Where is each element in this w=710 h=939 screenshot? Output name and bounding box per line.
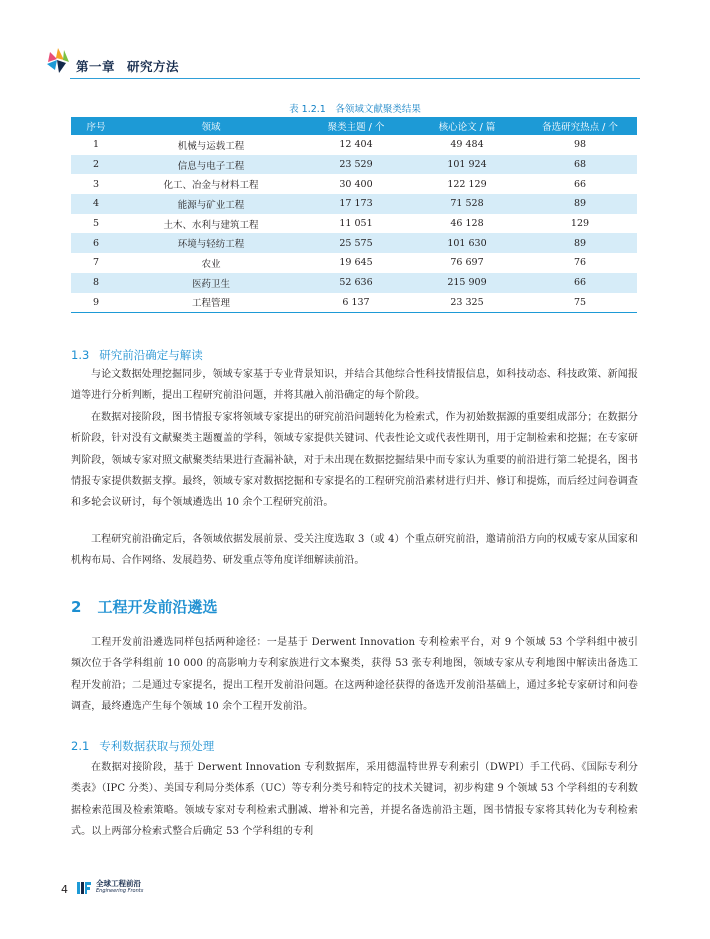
section-2-heading bbox=[71, 596, 217, 617]
table-row bbox=[71, 233, 637, 253]
cell-candidate-hotspots: 76 bbox=[573, 257, 587, 269]
table-row bbox=[71, 155, 637, 175]
cell-index: 9 bbox=[71, 293, 121, 313]
body-paragraph: 在数据对接阶段，图书情报专家将领域专家提出的研究前沿问题转化为检索式，作为初始数据源的重要组成部分；在数据分析阶段，针对没有文献聚类主题覆盖的学科，领域专家提供关键词、代表性论文或代表性期刊，用于定制检索和挖掘；在专家研判阶段，领域专家对照文献聚类结果进行查漏补缺，对于未出现在数据挖掘结果中而专家认为重要的前沿进行第二轮提名，图书情报专家提供数据支撑。最终，领域专家对数据挖掘和专家提名的工程研究前沿素材进行归并、修订和提炼，而后经过问卷调查和多轮会议研讨，每个领域遴选出 10 余个工程研究前沿。 bbox=[71, 412, 638, 509]
table-caption: 表 1.2.1 各领域文献聚类结果 bbox=[289, 104, 421, 115]
cell-core-papers: 122 129 bbox=[447, 178, 487, 190]
cell-field: 能源与矿业工程 bbox=[121, 194, 301, 214]
cell-index: 6 bbox=[71, 233, 121, 253]
cell-field: 土木、水利与建筑工程 bbox=[163, 219, 259, 231]
section-title: 专利数据获取与预处理 bbox=[99, 739, 215, 753]
cell-index: 7 bbox=[92, 257, 100, 269]
chapter-logo-icon bbox=[44, 46, 70, 76]
cell-field: 医药卫生 bbox=[121, 273, 301, 293]
cell-core-papers: 101 924 bbox=[411, 155, 523, 175]
column-header-field: 领域 bbox=[121, 117, 301, 135]
cell-candidate-hotspots: 75 bbox=[523, 293, 637, 313]
chapter-label: 第一章 bbox=[76, 59, 116, 74]
cell-field: 信息与电子工程 bbox=[121, 155, 301, 175]
cell-candidate-hotspots: 68 bbox=[523, 155, 637, 175]
section-2-1-heading bbox=[71, 738, 214, 754]
brand-name-en: Engineering Fronts bbox=[96, 887, 144, 894]
section-1-3-heading bbox=[71, 347, 203, 363]
section-number: 2.1 bbox=[71, 739, 90, 753]
cell-field: 机械与运载工程 bbox=[177, 140, 245, 152]
column-header-core-papers: 核心论文 / 篇 bbox=[411, 117, 523, 135]
cell-core-papers: 76 697 bbox=[450, 257, 484, 269]
cell-candidate-hotspots: 89 bbox=[523, 233, 637, 253]
table-row bbox=[71, 214, 637, 234]
section-number: 1.3 bbox=[71, 348, 90, 362]
table-header-row bbox=[71, 117, 637, 135]
body-paragraph: 工程开发前沿遴选同样包括两种途径：一是基于 Derwent Innovation 专利检索平台，对 9 个领域 53 个学科组中被引频次位于各学科组前 10 000 的高影响力专利家族进行文本聚类，获得 53 张专利地图，领域专家从专利地图中解读出备选工程开发前沿；二是通过专家提名，提出工程开发前沿问题。在这两种途径获得的备选开发前沿基础上，通过多轮专家研讨和问卷调查，最终遴选产生每个领域 10 余个工程开发前沿。 bbox=[71, 637, 638, 712]
cell-cluster-topics: 52 636 bbox=[301, 273, 411, 293]
cell-field: 工程管理 bbox=[121, 293, 301, 313]
cell-cluster-topics: 11 051 bbox=[339, 218, 373, 230]
cell-candidate-hotspots: 98 bbox=[573, 139, 587, 151]
table-row bbox=[71, 273, 637, 293]
cluster-results-table bbox=[71, 117, 637, 313]
cell-core-papers: 46 128 bbox=[450, 218, 484, 230]
chapter-title bbox=[76, 57, 179, 75]
brand-logo-icon bbox=[76, 880, 92, 896]
header-rule bbox=[70, 78, 640, 79]
cell-index: 1 bbox=[92, 139, 100, 151]
table-row bbox=[71, 253, 637, 273]
cell-index: 5 bbox=[92, 218, 100, 230]
column-header-cluster-topics: 聚类主题 / 个 bbox=[301, 117, 411, 135]
cell-cluster-topics: 6 137 bbox=[301, 293, 411, 313]
cell-core-papers: 23 325 bbox=[411, 293, 523, 313]
cell-field: 环境与轻纺工程 bbox=[121, 233, 301, 253]
cell-candidate-hotspots: 66 bbox=[573, 178, 587, 190]
section-title: 研究前沿确定与解读 bbox=[99, 348, 203, 362]
page-number: 4 bbox=[61, 883, 68, 896]
cell-cluster-topics: 19 645 bbox=[339, 257, 373, 269]
table-row bbox=[71, 293, 637, 313]
table-row bbox=[71, 194, 637, 214]
cell-candidate-hotspots: 89 bbox=[523, 194, 637, 214]
cell-index: 3 bbox=[92, 178, 100, 190]
cell-index: 4 bbox=[71, 194, 121, 214]
cell-index: 8 bbox=[71, 273, 121, 293]
cell-cluster-topics: 25 575 bbox=[301, 233, 411, 253]
column-header-candidate-hotspots: 备选研究热点 / 个 bbox=[523, 117, 637, 135]
table-row bbox=[71, 135, 637, 155]
body-paragraph: 在数据对接阶段，基于 Derwent Innovation 专利数据库，采用德温特世界专利索引（DWPI）手工代码、《国际专利分类表》（IPC 分类）、美国专利局分类体系（UC）等专利分类号和特定的技术关键词，初步构建 9 个领域 53 个学科组的专利数据检索范围及检索策略。领域专家对专利检索式删减、增补和完善，并提名备选前沿主题，图书情报专家将其转化为专利检索式。以上两部分检索式整合后确定 53 个学科组的专利 bbox=[71, 762, 638, 837]
brand-wordmark bbox=[96, 880, 143, 894]
body-paragraph: 与论文数据处理挖掘同步，领域专家基于专业背景知识，并结合其他综合性科技情报信息，如科技动态、科技政策、新闻报道等进行分析判断，提出工程研究前沿问题，并将其融入前沿确定的每个阶段。 bbox=[71, 369, 638, 402]
cell-core-papers: 101 630 bbox=[411, 233, 523, 253]
chapter-name: 研究方法 bbox=[127, 59, 180, 74]
cell-cluster-topics: 12 404 bbox=[339, 139, 373, 151]
cell-cluster-topics: 17 173 bbox=[301, 194, 411, 214]
cell-candidate-hotspots: 129 bbox=[570, 218, 590, 230]
brand-name-cn: 全球工程前沿 bbox=[96, 879, 141, 888]
cell-core-papers: 215 909 bbox=[411, 273, 523, 293]
cell-index: 2 bbox=[71, 155, 121, 175]
cell-cluster-topics: 23 529 bbox=[301, 155, 411, 175]
section-number: 2 bbox=[71, 598, 82, 616]
cell-core-papers: 49 484 bbox=[450, 139, 484, 151]
cell-candidate-hotspots: 66 bbox=[523, 273, 637, 293]
cell-cluster-topics: 30 400 bbox=[339, 178, 373, 190]
column-header-index: 序号 bbox=[71, 117, 121, 135]
cell-field: 农业 bbox=[201, 258, 221, 270]
cell-field: 化工、冶金与材料工程 bbox=[163, 180, 259, 192]
body-paragraph: 工程研究前沿确定后，各领域依据发展前景、受关注度选取 3（或 4）个重点研究前沿，邀请前沿方向的权威专家从国家和机构布局、合作网络、发展趋势、研发重点等角度详细解读前沿。 bbox=[71, 534, 638, 567]
cell-core-papers: 71 528 bbox=[411, 194, 523, 214]
table-row bbox=[71, 174, 637, 194]
section-title: 工程开发前沿遴选 bbox=[97, 598, 218, 616]
